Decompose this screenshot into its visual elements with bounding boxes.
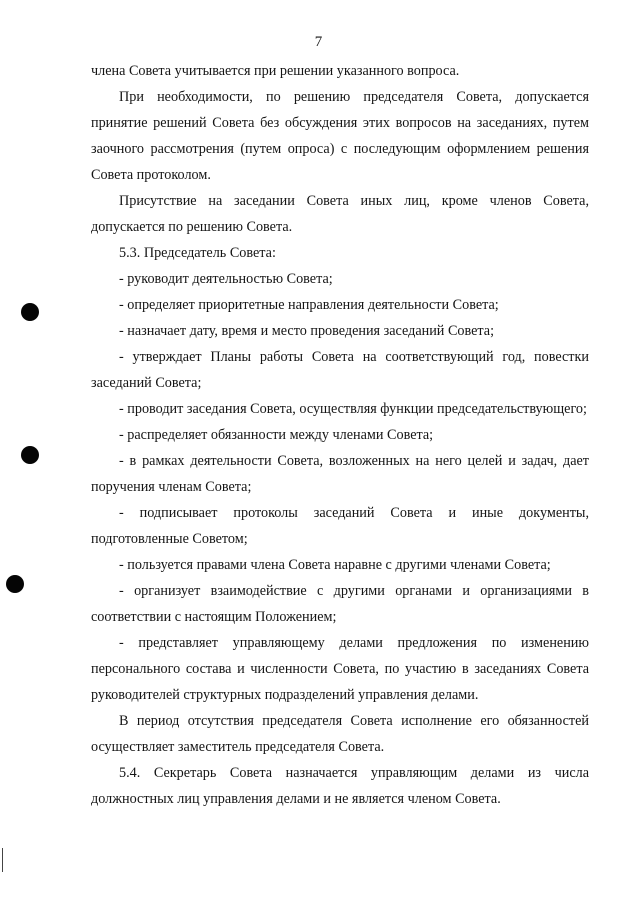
- list-item: - пользуется правами члена Совета наравне с другими членами Совета;: [119, 557, 551, 573]
- list-item: - в рамках деятельности Совета, возложенных на него целей и задач, дает поручения членам Совета;: [91, 453, 589, 495]
- list-item: - представляет управляющему делами предложения по изменению персонального состава и численности Совета, по участию в заседаниях Совета руководителей структурных подразделений управления делами.: [91, 635, 589, 703]
- paragraph: В период отсутствия председателя Совета исполнение его обязанностей осуществляет заместитель председателя Совета.: [91, 713, 589, 755]
- list-item: - назначает дату, время и место проведения заседаний Совета;: [119, 323, 495, 339]
- list-item: - определяет приоритетные направления деятельности Совета;: [119, 297, 499, 313]
- list-item: - руководит деятельностью Совета;: [119, 271, 333, 287]
- document-body: [91, 58, 589, 812]
- list-item: - утверждает Планы работы Совета на соответствующий год, повестки заседаний Совета;: [91, 349, 589, 391]
- paragraph: члена Совета учитывается при решении указанного вопроса.: [91, 63, 460, 79]
- section-heading: 5.3. Председатель Совета:: [119, 245, 276, 261]
- list-item: - проводит заседания Совета, осуществляя функции председательствующего;: [119, 401, 587, 417]
- paragraph: Присутствие на заседании Совета иных лиц, кроме членов Совета, допускается по решению Совета.: [91, 193, 589, 235]
- paragraph: 5.4. Секретарь Совета назначается управляющим делами из числа должностных лиц управления делами и не является членом Совета.: [91, 765, 589, 807]
- list-item: - распределяет обязанности между членами Совета;: [119, 427, 434, 443]
- page-number: 7: [314, 34, 323, 50]
- list-item: - организует взаимодействие с другими органами и организациями в соответствии с настоящим Положением;: [91, 583, 589, 625]
- list-item: - подписывает протоколы заседаний Совета и иные документы, подготовленные Советом;: [91, 505, 589, 547]
- punch-hole-middle: [21, 446, 39, 464]
- scan-edge-mark: [2, 848, 3, 872]
- paragraph: При необходимости, по решению председателя Совета, допускается принятие решений Совета без обсуждения этих вопросов на заседаниях, путем заочного рассмотрения (путем опроса) с последующим оформлением решения Совета протоколом.: [91, 89, 589, 183]
- punch-hole-top: [21, 303, 39, 321]
- punch-hole-bottom: [6, 575, 24, 593]
